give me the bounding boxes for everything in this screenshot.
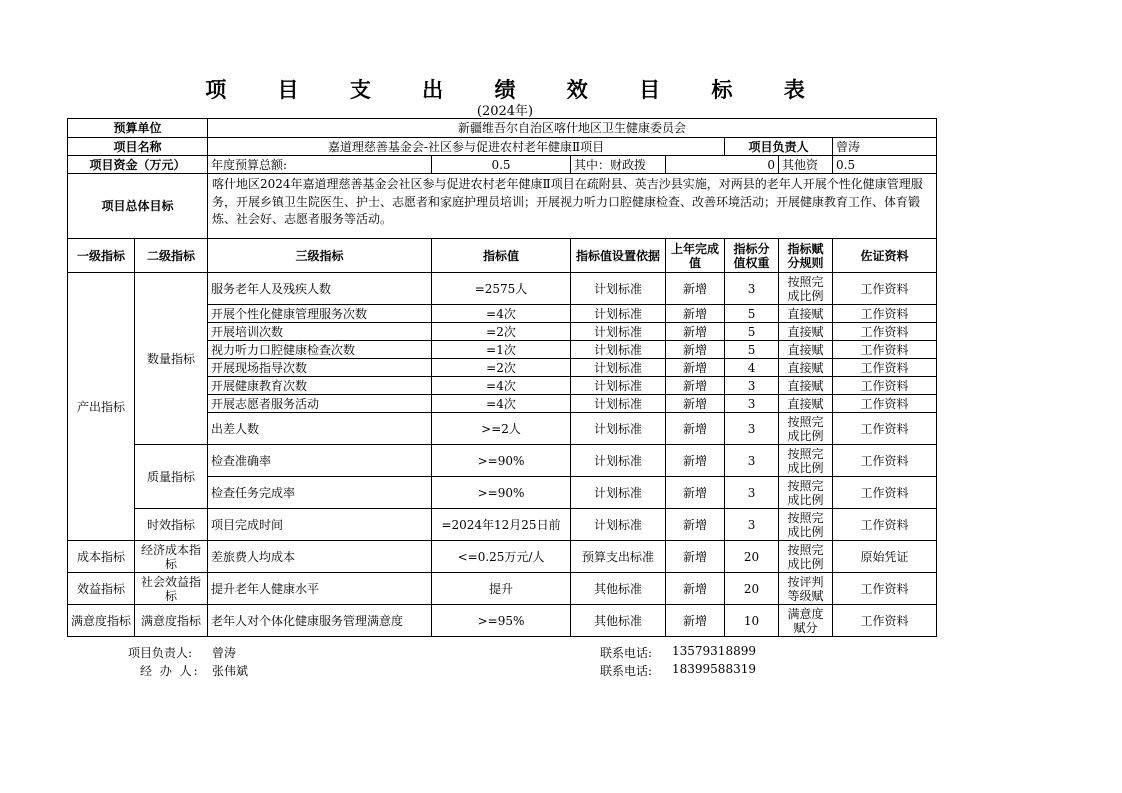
indicator-value: <=0.25万元/人 (432, 541, 571, 573)
indicator-name: 检查任务完成率 (208, 477, 432, 509)
group-satisfaction-sub: 满意度指标 (135, 605, 208, 637)
project-name-row (68, 138, 937, 156)
header-basis: 指标值设置依据 (571, 239, 666, 273)
indicator-name: 视力听力口腔健康检查次数 (208, 341, 432, 359)
indicator-rule: 直接赋 (779, 395, 833, 413)
indicator-evidence: 工作资料 (833, 341, 937, 359)
indicator-evidence: 工作资料 (833, 605, 937, 637)
group-timeliness: 时效指标 (135, 509, 208, 541)
indicator-last-year: 新增 (666, 605, 725, 637)
project-goal-label: 项目总体目标 (68, 174, 208, 239)
indicator-weight: 20 (725, 573, 779, 605)
indicator-value: >=2人 (432, 413, 571, 445)
indicator-rule: 按照完成比例 (779, 445, 833, 477)
indicator-evidence: 工作资料 (833, 413, 937, 445)
project-funds-row (68, 156, 937, 174)
indicator-basis: 其他标准 (571, 605, 666, 637)
indicator-value: >=90% (432, 477, 571, 509)
annual-budget-value: 0.5 (432, 156, 571, 174)
indicator-name: 开展个性化健康管理服务次数 (208, 305, 432, 323)
performance-target-table (67, 118, 937, 637)
indicator-rule: 按照完成比例 (779, 477, 833, 509)
indicator-value: >=90% (432, 445, 571, 477)
footer-handler: 张伟斌 (212, 664, 249, 678)
indicator-value: =2次 (432, 359, 571, 377)
indicator-evidence: 工作资料 (833, 305, 937, 323)
other-funds-label: 其他资 (779, 156, 833, 174)
project-goal-row (68, 174, 937, 239)
indicator-basis: 计划标准 (571, 413, 666, 445)
indicator-value: =4次 (432, 305, 571, 323)
header-level3: 三级指标 (208, 239, 432, 273)
indicator-evidence: 工作资料 (833, 323, 937, 341)
indicator-evidence: 原始凭证 (833, 541, 937, 573)
indicator-name: 服务老年人及残疾人数 (208, 273, 432, 305)
indicator-value: =2024年12月25日前 (432, 509, 571, 541)
footer-manager-label: 项目负责人: (128, 646, 193, 660)
indicator-evidence: 工作资料 (833, 395, 937, 413)
indicator-rule: 直接赋 (779, 341, 833, 359)
page-title: 项 目 支 出 绩 效 目 标 表 (205, 78, 827, 102)
indicator-evidence: 工作资料 (833, 377, 937, 395)
year-subtitle: (2024年) (476, 104, 534, 119)
indicator-basis: 计划标准 (571, 341, 666, 359)
header-rule: 指标赋分规则 (779, 239, 833, 273)
table-row (68, 573, 937, 605)
indicator-last-year: 新增 (666, 323, 725, 341)
indicator-value: =4次 (432, 395, 571, 413)
header-last-year: 上年完成值 (666, 239, 725, 273)
group-cost: 成本指标 (68, 541, 135, 573)
indicator-name: 开展现场指导次数 (208, 359, 432, 377)
indicator-rule: 直接赋 (779, 305, 833, 323)
indicator-name: 出差人数 (208, 413, 432, 445)
group-output: 产出指标 (68, 273, 135, 541)
indicator-basis: 计划标准 (571, 305, 666, 323)
budget-unit-value: 新疆维吾尔自治区喀什地区卫生健康委员会 (208, 119, 937, 138)
footer-phone-label-1: 联系电话: (600, 646, 653, 660)
header-evidence: 佐证资料 (833, 239, 937, 273)
indicator-rule: 按照完成比例 (779, 413, 833, 445)
project-manager-value: 曾涛 (833, 138, 937, 156)
table-row (68, 605, 937, 637)
indicator-basis: 计划标准 (571, 477, 666, 509)
indicator-name: 开展培训次数 (208, 323, 432, 341)
fiscal-value: 0 (666, 156, 779, 174)
indicator-value: =4次 (432, 377, 571, 395)
indicator-value: =2575人 (432, 273, 571, 305)
indicator-last-year: 新增 (666, 359, 725, 377)
indicator-rule: 按照完成比例 (779, 541, 833, 573)
indicator-weight: 3 (725, 395, 779, 413)
indicator-weight: 20 (725, 541, 779, 573)
group-quantity: 数量指标 (135, 273, 208, 445)
indicator-value: 提升 (432, 573, 571, 605)
group-econ-cost: 经济成本指标 (135, 541, 208, 573)
indicator-last-year: 新增 (666, 573, 725, 605)
indicator-weight: 5 (725, 305, 779, 323)
indicator-rule: 满意度赋分 (779, 605, 833, 637)
annual-budget-label: 年度预算总额: (208, 156, 432, 174)
indicator-last-year: 新增 (666, 477, 725, 509)
table-row (68, 541, 937, 573)
indicator-basis: 预算支出标准 (571, 541, 666, 573)
indicator-name: 差旅费人均成本 (208, 541, 432, 573)
indicator-basis: 计划标准 (571, 377, 666, 395)
group-social-benefit: 社会效益指标 (135, 573, 208, 605)
indicator-last-year: 新增 (666, 509, 725, 541)
table-row (68, 445, 937, 477)
indicator-rule: 直接赋 (779, 359, 833, 377)
indicator-basis: 其他标准 (571, 573, 666, 605)
indicator-basis: 计划标准 (571, 395, 666, 413)
indicator-weight: 10 (725, 605, 779, 637)
indicator-last-year: 新增 (666, 413, 725, 445)
project-funds-label: 项目资金（万元） (68, 156, 208, 174)
table-row (68, 509, 937, 541)
indicator-weight: 3 (725, 477, 779, 509)
indicator-last-year: 新增 (666, 541, 725, 573)
indicator-weight: 3 (725, 509, 779, 541)
indicator-rule: 按评判等级赋 (779, 573, 833, 605)
indicator-name: 检查准确率 (208, 445, 432, 477)
indicator-name: 开展志愿者服务活动 (208, 395, 432, 413)
indicator-rule: 按照完成比例 (779, 273, 833, 305)
indicator-weight: 3 (725, 377, 779, 395)
budget-unit-label: 预算单位 (68, 119, 208, 138)
indicator-basis: 计划标准 (571, 445, 666, 477)
fiscal-label: 其中：财政拨 (571, 156, 666, 174)
group-satisfaction: 满意度指标 (68, 605, 135, 637)
indicator-evidence: 工作资料 (833, 477, 937, 509)
group-quality: 质量指标 (135, 445, 208, 509)
indicator-name: 项目完成时间 (208, 509, 432, 541)
indicator-rule: 直接赋 (779, 323, 833, 341)
footer-handler-label: 经 办 人: (140, 664, 200, 678)
project-manager-label: 项目负责人 (725, 138, 833, 156)
indicator-value: =1次 (432, 341, 571, 359)
indicator-evidence: 工作资料 (833, 359, 937, 377)
indicator-weight: 3 (725, 273, 779, 305)
indicator-last-year: 新增 (666, 305, 725, 323)
footer-phone-1: 13579318899 (672, 644, 756, 658)
indicator-basis: 计划标准 (571, 323, 666, 341)
footer-phone-2: 18399588319 (672, 662, 756, 676)
project-name-value: 嘉道理慈善基金会-社区参与促进农村老年健康Ⅱ项目 (208, 138, 725, 156)
other-funds-value: 0.5 (833, 156, 937, 174)
indicator-basis: 计划标准 (571, 359, 666, 377)
indicator-evidence: 工作资料 (833, 273, 937, 305)
footer-manager: 曾涛 (212, 646, 237, 660)
indicator-weight: 5 (725, 341, 779, 359)
indicator-rule: 直接赋 (779, 377, 833, 395)
header-level2: 二级指标 (135, 239, 208, 273)
header-weight: 指标分值权重 (725, 239, 779, 273)
indicator-name: 老年人对个体化健康服务管理满意度 (208, 605, 432, 637)
indicator-value: >=95% (432, 605, 571, 637)
indicator-evidence: 工作资料 (833, 445, 937, 477)
indicator-name: 开展健康教育次数 (208, 377, 432, 395)
table-row (68, 273, 937, 305)
indicator-evidence: 工作资料 (833, 573, 937, 605)
indicator-last-year: 新增 (666, 273, 725, 305)
indicator-weight: 3 (725, 445, 779, 477)
indicator-name: 提升老年人健康水平 (208, 573, 432, 605)
group-benefit: 效益指标 (68, 573, 135, 605)
indicator-weight: 4 (725, 359, 779, 377)
indicator-last-year: 新增 (666, 341, 725, 359)
indicator-last-year: 新增 (666, 377, 725, 395)
indicator-basis: 计划标准 (571, 509, 666, 541)
indicator-evidence: 工作资料 (833, 509, 937, 541)
project-name-label: 项目名称 (68, 138, 208, 156)
footer-phone-label-2: 联系电话: (600, 664, 653, 678)
indicator-last-year: 新增 (666, 445, 725, 477)
budget-unit-row (68, 119, 937, 138)
indicator-weight: 5 (725, 323, 779, 341)
header-value: 指标值 (432, 239, 571, 273)
header-level1: 一级指标 (68, 239, 135, 273)
indicator-last-year: 新增 (666, 395, 725, 413)
indicator-weight: 3 (725, 413, 779, 445)
indicator-value: =2次 (432, 323, 571, 341)
indicator-basis: 计划标准 (571, 273, 666, 305)
indicator-rule: 按照完成比例 (779, 509, 833, 541)
project-goal-text: 喀什地区2024年嘉道理慈善基金会社区参与促进农村老年健康Ⅱ项目在疏附县、英吉沙县实施，对两县的老年人开展个性化健康管理服务，开展乡镇卫生院医生、护士、志愿者和家庭护理员培训；开展视力听力口腔健康检查、改善环境活动；开展健康教育工作、体育锻炼、社会好、志愿者服务等活动。 (208, 174, 937, 239)
indicator-header-row (68, 239, 937, 273)
